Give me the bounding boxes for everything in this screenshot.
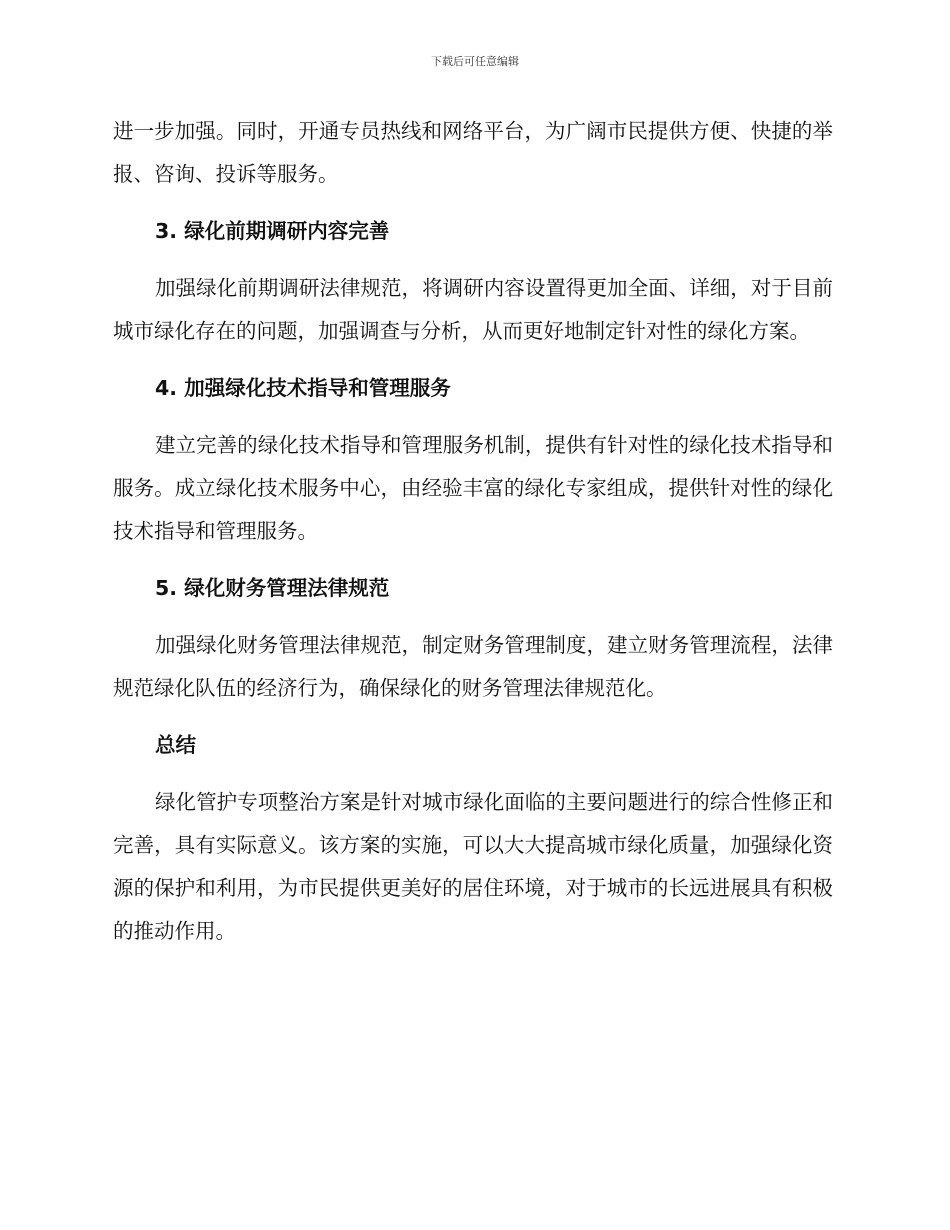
summary-heading: 总结 [155,733,196,757]
section-heading-4: 4. 加强绿化技术指导和管理服务 [155,376,451,400]
section-body-3: 加强绿化前期调研法律规范，将调研内容设置得更加全面、详细，对于目前城市绿化存在的问题，加强调查与分析，从而更好地制定针对性的绿化方案。 [113,276,833,343]
section-heading-3: 3. 绿化前期调研内容完善 [155,219,390,243]
section-body-4: 建立完善的绿化技术指导和管理服务机制，提供有针对性的绿化技术指导和服务。成立绿化技术服务中心，由经验丰富的绿化专家组成，提供针对性的绿化技术指导和管理服务。 [113,433,833,543]
section-heading-5: 5. 绿化财务管理法律规范 [155,576,390,600]
document-body [113,110,833,953]
section-body-5: 加强绿化财务管理法律规范，制定财务管理制度，建立财务管理流程，法律规范绿化队伍的经济行为，确保绿化的财务管理法律规范化。 [113,633,833,700]
header-note: 下载后可任意编辑 [431,55,519,68]
intro-paragraph: 进一步加强。同时，开通专员热线和网络平台，为广阔市民提供方便、快捷的举报、咨询、投诉等服务。 [113,119,833,186]
summary-body: 绿化管护专项整治方案是针对城市绿化面临的主要问题进行的综合性修正和完善，具有实际意义。该方案的实施，可以大大提高城市绿化质量，加强绿化资源的保护和利用，为市民提供更美好的居住环境，对于城市的长远进展具有积极的推动作用。 [113,790,833,943]
